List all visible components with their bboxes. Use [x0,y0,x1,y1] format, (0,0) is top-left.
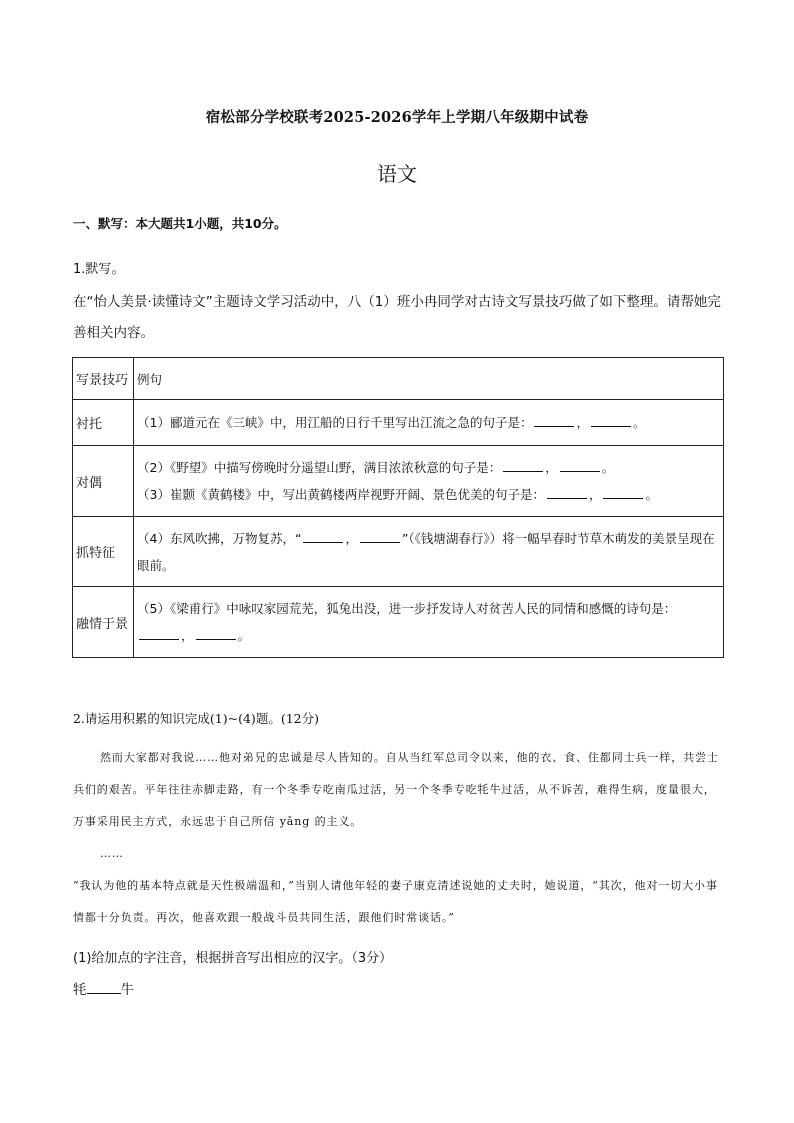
example-text: （4）东风吹拂，万物复苏，“ [137,530,302,546]
example-line [137,409,720,436]
terminator: 。 [237,628,251,643]
answer-prefix: 牦 [73,982,87,998]
technique-cell: 对偶 [73,446,134,517]
example-line [137,595,720,649]
table-row [73,446,724,517]
separator: ， [181,628,194,643]
answer-blank[interactable] [87,981,121,994]
example-cell [134,446,724,517]
example-text: （5）《梁甫行》中咏叹家园荒芜，狐兔出没，进一步抒发诗人对贫苦人民的同情和感慨的诗句是： [137,601,677,616]
table-row [73,400,724,446]
answer-blank[interactable] [547,486,587,499]
table-header-example: 例句 [134,358,724,400]
technique-cell: 融情于景 [73,587,134,658]
example-text: （2）《野望》中描写傍晚时分遥望山野，满目浓浓秋意的句子是： [137,460,502,475]
terminator: 。 [632,415,646,430]
section-heading: 一、默写：本大题共1小题，共10分。 [73,216,287,231]
answer-blank[interactable] [560,459,600,472]
table-row [73,587,724,658]
terminator: ”（《钱塘湖春行》）将一幅早春时节草木萌发的美景呈现在眼前。 [137,530,715,573]
answer-blank[interactable] [196,627,236,640]
answer-blank[interactable] [603,486,643,499]
question-1-title: 1.默写。 [73,262,125,277]
example-cell [134,400,724,446]
sub-question-1: (1)给加点的字注音，根据拼音写出相应的汉字。（3分） [73,951,393,966]
answer-blank[interactable] [139,627,179,640]
table-header-row [73,358,724,400]
reading-passage [73,742,723,934]
table-header-technique: 写景技巧 [73,358,134,400]
terminator: 。 [645,487,658,502]
example-line [137,454,720,481]
answer-blank[interactable] [534,414,574,427]
pinyin-answer-line [73,978,134,998]
technique-cell: 衬托 [73,400,134,446]
subject-title: 语文 [377,162,417,186]
technique-cell: 抓特征 [73,517,134,587]
answer-blank[interactable] [591,414,631,427]
passage-paragraph: “我认为他的基本特点就是天性极端温和，”当别人请他年轻的妻子康克清述说她的丈夫时，她说道，“其次，他对一切大小事情都十分负责。再次，他喜欢跟一般战斗员共同生活，跟他们时常谈话。” [73,879,718,924]
answer-blank[interactable] [503,459,543,472]
separator: ， [576,415,589,430]
separator: ， [345,530,358,546]
example-text: （1）郦道元在《三峡》中，用江船的日行千里写出江流之急的句子是： [137,415,533,430]
technique-table [72,357,724,658]
answer-suffix: 牛 [120,982,134,998]
example-cell [134,517,724,587]
example-line [137,481,720,508]
example-text: （3）崔颢《黄鹤楼》中，写出黄鹤楼两岸视野开阔、景色优美的句子是： [137,487,545,502]
example-line [137,525,720,579]
question-1-intro: 在“怡人美景·读懂诗文”主题诗文学习活动中，八（1）班小冉同学对古诗文写景技巧做了如下整理。请帮她完善相关内容。 [73,294,721,341]
answer-blank[interactable] [360,530,400,543]
table-row [73,517,724,587]
passage-paragraph: 然而大家都对我说……他对弟兄的忠诚是尽人皆知的。自从当红军总司令以来，他的衣、食、住都同士兵一样，共尝士兵们的艰苦。平年往往赤脚走路，有一个冬季专吃南瓜过活，另一个冬季专吃牦牛过活，从不诉苦，难得生病，度量很大，万事采用民主方式，永远忠于自己所信 yǎng 的主义。 [73,751,719,828]
terminator: 。 [601,460,615,475]
answer-blank[interactable] [303,530,343,543]
exam-title: 宿松部分学校联考2025-2026学年上学期八年级期中试卷 [205,109,589,126]
passage-ellipsis: …… [100,847,124,860]
example-cell [134,587,724,658]
question-2-title: 2.请运用积累的知识完成(1)~(4)题。(12分) [73,711,319,726]
separator: ， [545,460,558,475]
separator: ， [588,487,602,502]
